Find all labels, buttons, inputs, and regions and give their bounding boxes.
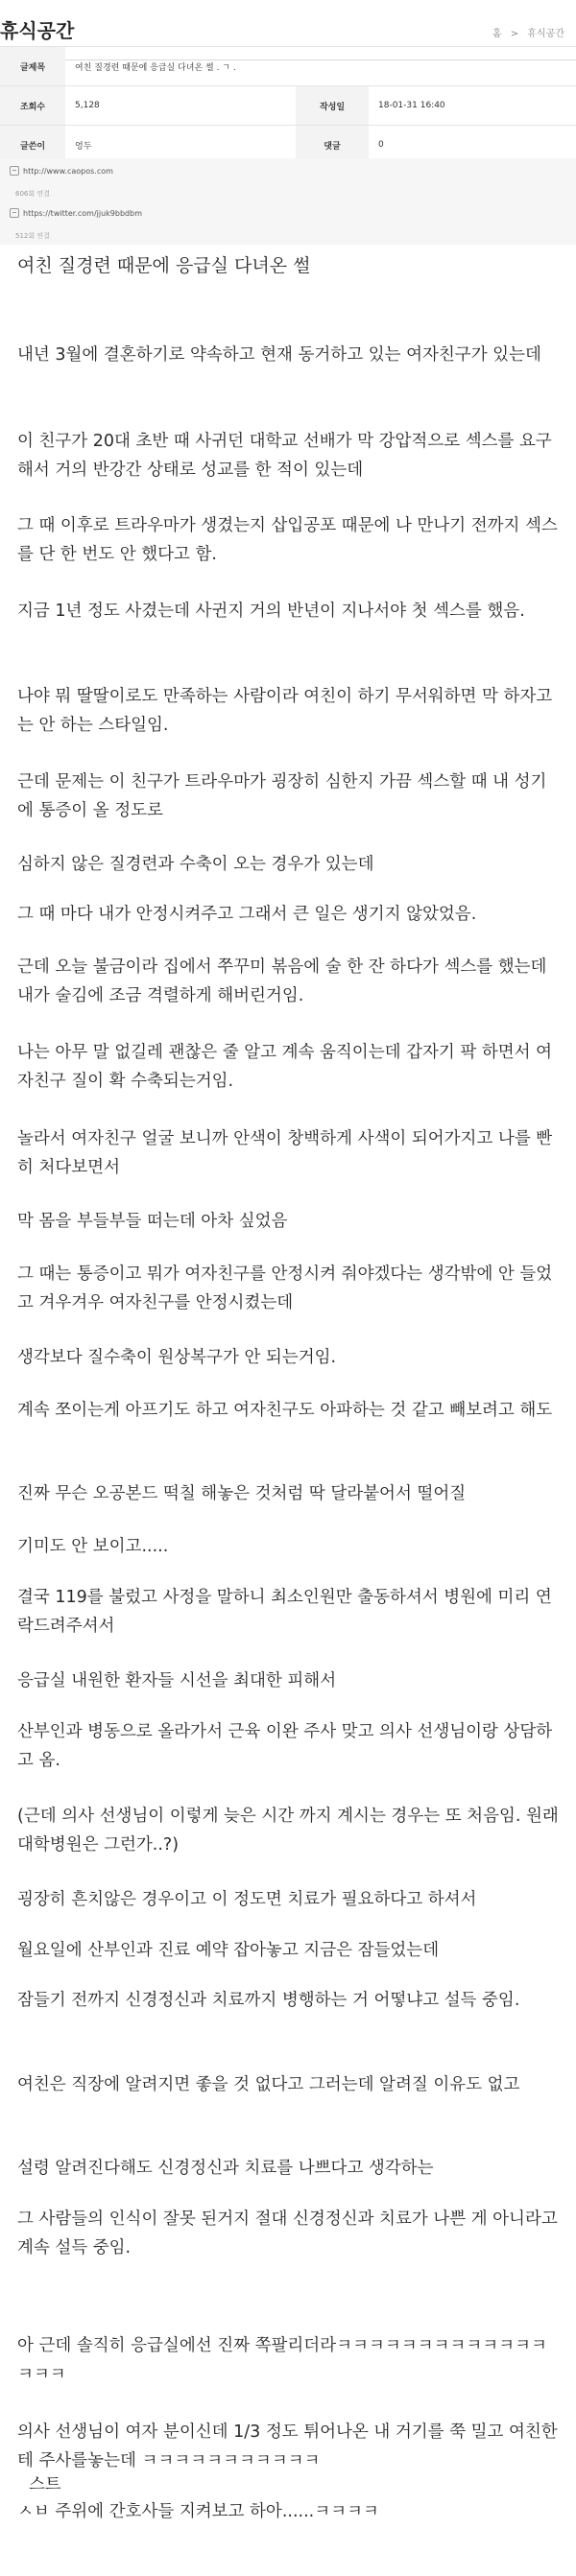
paragraph: 아 근데 솔직히 응급실에선 진짜 쪽팔리더라ㅋㅋㅋㅋㅋㅋㅋㅋㅋㅋㅋㅋㅋㅋㅋㅋ xyxy=(17,2336,547,2384)
paragraph: 스트 xyxy=(29,2475,61,2494)
paragraph: 의사 선생님이 여자 분이신데 1/3 정도 튀어나온 내 거기를 쭉 밀고 여친한테 주사를놓는데 ㅋㅋㅋㅋㅋㅋㅋㅋㅋㅋㅋ xyxy=(17,2422,558,2470)
comments-value: 0 xyxy=(369,126,576,165)
date-value: 18-01-31 16:40 xyxy=(369,86,576,126)
paragraph: 이 친구가 20대 초반 때 사귀던 대학교 선배가 막 강압적으로 섹스를 요구해서 거의 반강간 상태로 성교를 한 적이 있는데 xyxy=(17,432,552,480)
breadcrumb xyxy=(487,25,564,39)
paragraph: 그 사람들의 인식이 잘못 된거지 절대 신경정신과 치료가 나쁜 게 아니라고 계속 설득 중임. xyxy=(17,2210,564,2257)
breadcrumb-home[interactable]: 홈 xyxy=(492,29,502,39)
paragraph: 생각보다 질수축이 원상복구가 안 되는거임. xyxy=(17,1348,337,1367)
related-links xyxy=(0,158,576,245)
paragraph: 기미도 안 보이고..... xyxy=(17,1537,169,1556)
comments-label: 댓글 xyxy=(296,126,369,165)
paragraph: 굉장히 흔치않은 경우이고 이 정도면 치료가 필요하다고 하셔서 xyxy=(17,1890,477,1909)
paragraph: 산부인과 병동으로 올라가서 근육 이완 주사 맞고 의사 선생님이랑 상담하고 옴. xyxy=(17,1722,553,1770)
link-url[interactable]: https://twitter.com/jjuk9bbdbm xyxy=(23,208,142,218)
link-icon xyxy=(10,166,19,176)
views-label: 조회수 xyxy=(0,86,65,126)
paragraph: (근데 의사 선생님이 이렇게 늦은 시간 까지 계시는 경우는 또 처음임. 원래 대학병원은 그런가..?) xyxy=(17,1807,564,1855)
paragraph: 나는 아무 말 없길레 괜찮은 줄 알고 계속 움직이는데 갑자기 팍 하면서 여자친구 질이 확 수축되는거임. xyxy=(17,1043,552,1091)
paragraph: 그 때는 통증이고 뭐가 여자친구를 안정시켜 줘야겠다는 생각밖에 안 들었고 겨우겨우 여자친구를 안정시켰는데 xyxy=(17,1264,553,1312)
paragraph: 설령 알려진다해도 신경정신과 치료를 나쁘다고 생각하는 xyxy=(17,2159,434,2178)
date-label: 작성일 xyxy=(296,86,369,126)
paragraph: 계속 쪼이는게 아프기도 하고 여자친구도 아파하는 것 같고 빼보려고 해도 xyxy=(17,1401,553,1420)
link-count: 606회 연결 xyxy=(15,190,50,198)
paragraph: 지금 1년 정도 사겼는데 사귄지 거의 반년이 지나서야 첫 섹스를 했음. xyxy=(17,602,525,621)
post-meta-table xyxy=(0,46,576,165)
paragraph: 응급실 내원한 환자들 시선을 최대한 피해서 xyxy=(17,1671,337,1690)
author-label: 글쓴이 xyxy=(0,126,65,165)
views-value: 5,128 xyxy=(65,86,296,126)
paragraph: 놀라서 여자친구 얼굴 보니까 안색이 창백하게 사색이 되어가지고 나를 빤히 처다보면서 xyxy=(17,1129,553,1177)
post-title: 여친 질경련 때문에 응급실 다녀온 썰 xyxy=(17,255,311,276)
paragraph: 내년 3월에 결혼하기로 약속하고 현재 동거하고 있는 여자친구가 있는데 xyxy=(17,345,541,365)
paragraph: 나야 뭐 딸딸이로도 만족하는 사람이라 여친이 하기 무서워하면 막 하자고는 안 하는 스타일임. xyxy=(17,687,553,735)
board-title[interactable]: 휴식공간 xyxy=(0,19,75,42)
breadcrumb-separator: > xyxy=(510,29,519,39)
author-value[interactable]: 엉두 xyxy=(65,126,296,165)
paragraph: 잠들기 전까지 신경정신과 치료까지 병행하는 거 어떻냐고 설득 중임. xyxy=(17,1991,520,2010)
paragraph: 월요일에 산부인과 진료 예약 잡아놓고 지금은 잠들었는데 xyxy=(17,1941,440,1960)
link-icon xyxy=(10,208,19,218)
paragraph: 그 때 마다 내가 안정시켜주고 그래서 큰 일은 생기지 않았었음. xyxy=(17,905,477,924)
paragraph: 심하지 않은 질경련과 수축이 오는 경우가 있는데 xyxy=(17,855,374,874)
breadcrumb-board[interactable]: 휴식공간 xyxy=(527,29,564,39)
paragraph: ㅅㅂ 주위에 간호사들 지켜보고 하아......ㅋㅋㅋㅋ xyxy=(17,2502,379,2521)
paragraph: 그 때 이후로 트라우마가 생겼는지 삽입공포 때문에 나 만나기 전까지 섹스를 단 한 번도 안 했다고 함. xyxy=(17,516,558,564)
link-row[interactable] xyxy=(10,166,113,176)
subject-value: 여친 질경련 때문에 응급실 다녀온 썰 . ㄱ . xyxy=(65,47,576,86)
link-count: 512회 연결 xyxy=(15,232,50,240)
paragraph: 근데 문제는 이 친구가 트라우마가 굉장히 심한지 가끔 섹스할 때 내 성기에 통증이 올 정도로 xyxy=(17,772,547,820)
link-url[interactable]: http://www.caopos.com xyxy=(23,166,113,176)
paragraph: 결국 119를 불렀고 사정을 말하니 최소인원만 출동하셔서 병원에 미리 연락드려주셔서 xyxy=(17,1588,552,1636)
paragraph: 근데 오늘 불금이라 집에서 쭈꾸미 볶음에 술 한 잔 하다가 섹스를 했는데 내가 술김에 조금 격렬하게 해버린거임. xyxy=(17,957,553,1005)
paragraph: 진짜 무슨 오공본드 떡칠 해놓은 것처럼 딱 달라붙어서 떨어질 xyxy=(17,1484,467,1503)
paragraph: 막 몸을 부들부들 떠는데 아차 싶었음 xyxy=(17,1212,288,1231)
subject-label: 글제목 xyxy=(0,47,65,86)
paragraph: 여친은 직장에 알려지면 좋을 것 없다고 그러는데 알려질 이유도 없고 xyxy=(17,2075,520,2094)
link-row[interactable] xyxy=(10,208,142,218)
